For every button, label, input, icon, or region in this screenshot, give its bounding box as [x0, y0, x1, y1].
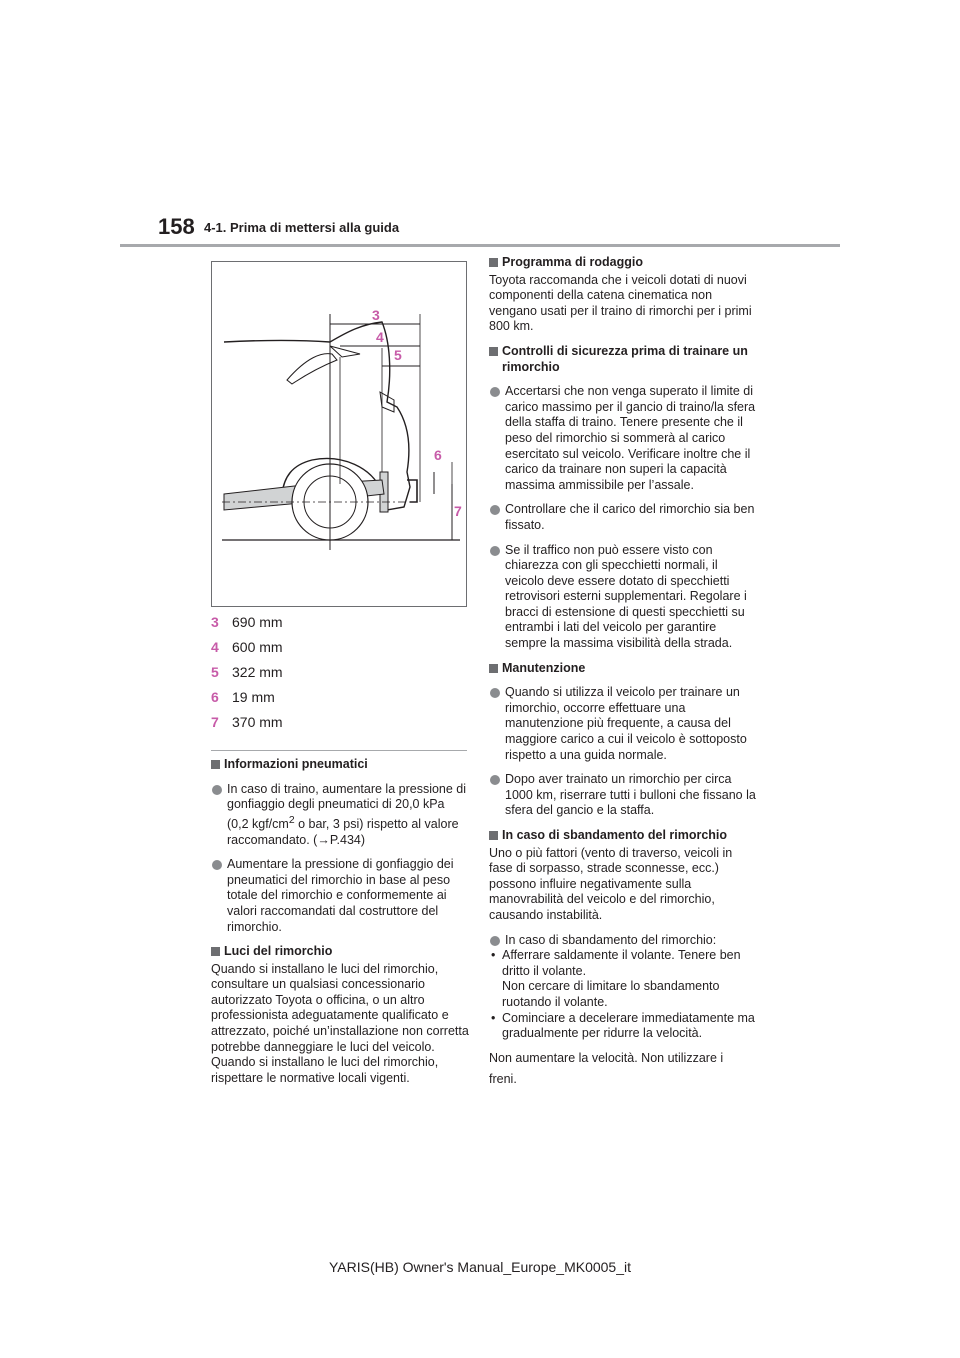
sway-end-line-2: freni. [489, 1072, 517, 1087]
maintenance-bullet-1: Quando si utilizza il veicolo per trainare un rimorchio, occorre effettuare una manutenzione più frequente, a causa del maggiore carico a cui il veicolo è sottoposto rispetto a una guida normale. [489, 685, 759, 763]
page-number: 158 [158, 214, 195, 239]
tyres-bullet-1-text: In caso di traino, aumentare la pressione di gonfiaggio degli pneumatici di 20,0 kPa [227, 781, 467, 812]
maintenance-heading: Manutenzione [489, 661, 759, 677]
dimension-row [211, 637, 467, 662]
safety-bullet-3: Se il traffico non può essere visto con chiarezza con gli specchietti normali, il veicolo deve essere dotato di specchietti retrovisori esterni supplementari. Regolare i bracci di estensione di questi specchietti su entrambi i lati del veicolo per garantire sempre la massima visibilità della strada. [489, 543, 759, 652]
safety-heading: Controlli di sicurezza prima di trainare un rimorchio [489, 344, 759, 375]
arrow-icon: → [317, 832, 330, 847]
breakin-heading: Programma di rodaggio [489, 255, 759, 271]
maintenance-bullet-2: Dopo aver trainato un rimorchio per circa 1000 km, riserrare tutti i bulloni che fissano la sfera del gancio e la staffa. [489, 772, 759, 819]
sway-sub-1 [489, 948, 759, 1010]
breakin-text: Toyota raccomanda che i veicoli dotati di nuovi componenti della catena cinematica non vengano usati per il traino di rimorchi per i primi 800 km. [489, 272, 752, 334]
dimension-value: 19 mm [232, 689, 275, 705]
tyres-bullet-1-sup: 2 [288, 814, 295, 826]
sway-bullet-1: In caso di sbandamento del rimorchio: [489, 933, 759, 949]
footer-text: YARIS(HB) Owner's Manual_Europe_MK0005_it [329, 1259, 631, 1275]
tyres-bullet-1-line3b: o bar, 3 psi) rispetto al valore raccomandato. ( [227, 816, 459, 847]
lights-heading: Luci del rimorchio [211, 944, 469, 960]
header-rule [120, 244, 840, 247]
tyres-bullet-2: Aumentare la pressione di gonfiaggio dei pneumatici del rimorchio in base al peso totale del rimorchio e conformemente ai valori raccomandati dal costruttore del rimorchio. [211, 857, 469, 935]
page-reference-link[interactable]: P.434) [329, 832, 366, 847]
dimension-number: 3 [211, 614, 219, 630]
safety-bullet-1: Accertarsi che non venga superato il limite di carico massimo per il gancio di traino/la sfera della staffa di traino. Tenere presente che il peso del rimorchio si sommerà al carico esercitato sul veicolo. Verificare inoltre che il carico da trainare non superi la capacità massima ammissibile per l’assale. [489, 384, 759, 493]
dimension-row [211, 687, 467, 712]
sway-end-line-1: Non aumentare la velocità. Non utilizzare i [489, 1050, 724, 1065]
dimension-row [211, 662, 467, 687]
sway-sub-2: • Cominciare a decelerare immediatamente ma gradualmente per ridurre la velocità. [489, 1011, 759, 1042]
dimension-number: 5 [211, 664, 219, 680]
tyres-heading: Informazioni pneumatici [211, 757, 469, 773]
safety-bullet-2: Controllare che il carico del rimorchio sia ben fissato. [489, 502, 759, 533]
vehicle-rear-illustration [212, 262, 466, 606]
sway-heading: In caso di sbandamento del rimorchio [489, 828, 759, 844]
sway-text: Uno o più fattori (vento di traverso, veicoli in fase di sorpasso, strade sconnesse, ecc.) possono influire negativamente sulla manovrabilità del veicolo e del rimorchio, causando instabilità. [489, 845, 733, 922]
dimension-list [211, 612, 467, 737]
dimension-number: 6 [211, 689, 219, 705]
tow-hitch-diagram [211, 261, 467, 607]
callout-3: 3 [372, 307, 380, 323]
dimension-row [211, 712, 467, 737]
callout-6: 6 [434, 447, 442, 463]
dimension-number: 7 [211, 714, 219, 730]
dimension-value: 322 mm [232, 664, 283, 680]
spoiler-outline [330, 346, 360, 357]
lights-text: Quando si installano le luci del rimorchio, consultare un qualsiasi concessionario autorizzato Toyota o officina, o un altro professionista adeguatamente qualificato e attrezzato, poiché un’installazione non corretta potrebbe danneggiare le luci del veicolo. Quando si installano le luci del rimorchio, rispettare le normative locali vigenti. [211, 961, 469, 1085]
sway-sub-1b-text: Non cercare di limitare lo sbandamento ruotando il volante. [502, 979, 720, 1009]
dimension-value: 690 mm [232, 614, 283, 630]
tyres-bullet-1-line3a: (0,2 kgf/cm [227, 816, 289, 831]
left-column [211, 755, 469, 1086]
callout-5: 5 [394, 347, 402, 363]
dimension-row [211, 612, 467, 637]
tyres-bullet-1 [211, 782, 469, 849]
callout-7: 7 [454, 503, 462, 519]
sway-sub-1-text: Afferrare saldamente il volante. Tenere ben dritto il volante. [502, 948, 741, 978]
right-column [489, 255, 759, 1088]
column-divider [211, 750, 467, 751]
dimension-number: 4 [211, 639, 219, 655]
dimension-value: 600 mm [232, 639, 283, 655]
callout-4: 4 [376, 329, 384, 345]
dimension-value: 370 mm [232, 714, 283, 730]
section-title: 4-1. Prima di mettersi alla guida [204, 220, 400, 235]
